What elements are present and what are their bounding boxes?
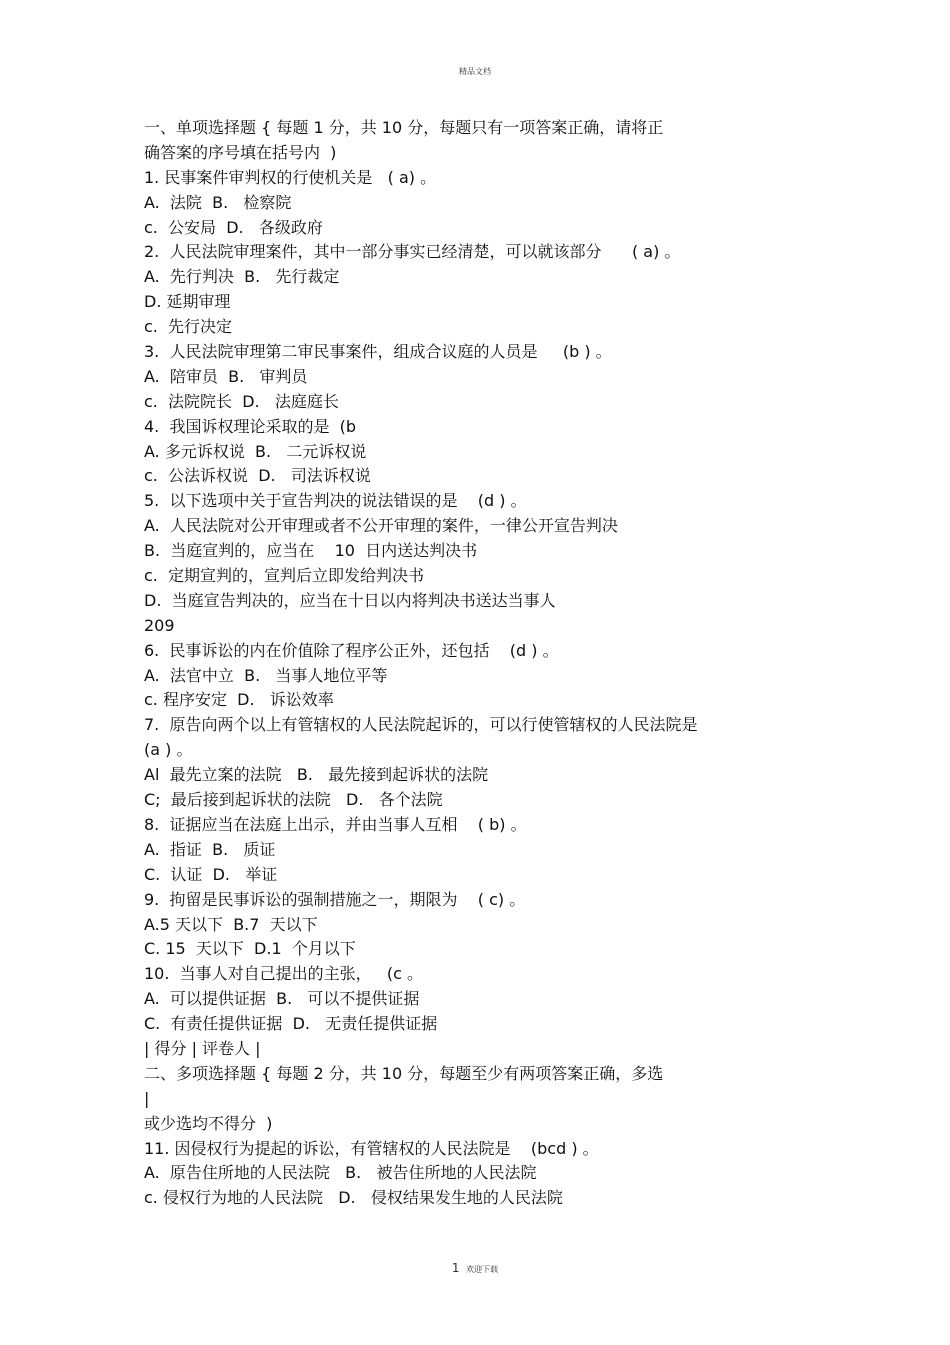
text-line: c. 侵权行为地的人民法院 D. 侵权结果发生地的人民法院: [144, 1188, 563, 1208]
footer-text: 欢迎下载: [466, 1265, 499, 1274]
page-footer: [0, 1261, 950, 1275]
page-number: 1: [451, 1261, 460, 1275]
text-line: 209: [144, 615, 175, 635]
text-line: 1. 民事案件审判权的行使机关是 ( a) 。: [144, 167, 437, 187]
text-line: A. 多元诉权说 B. 二元诉权说: [144, 441, 367, 461]
text-line: c. 程序安定 D. 诉讼效率: [144, 690, 334, 710]
text-line: c. 公安局 D. 各级政府: [144, 217, 323, 237]
text-line: A. 先行判决 B. 先行裁定: [144, 267, 340, 287]
text-line: 7. 原告向两个以上有管辖权的人民法院起诉的，可以行使管辖权的人民法院是: [144, 715, 698, 735]
document-body: [144, 116, 784, 1211]
text-line: 6. 民事诉讼的内在价值除了程序公正外，还包括 (d ) 。: [144, 640, 559, 660]
text-line: 4. 我国诉权理论采取的是 (b: [144, 416, 357, 436]
text-line: D. 延期审理: [144, 292, 231, 312]
text-line: B. 当庭宣判的，应当在 10 日内送达判决书: [144, 541, 478, 561]
text-line: A. 法官中立 B. 当事人地位平等: [144, 665, 388, 685]
text-line: 二、多项选择题 { 每题 2 分，共 10 分，每题至少有两项答案正确，多选: [144, 1063, 664, 1083]
text-line: C. 认证 D. 举证: [144, 864, 278, 884]
text-line: c. 先行决定: [144, 317, 233, 337]
text-line: A. 指证 B. 质证: [144, 839, 276, 859]
text-line: 5. 以下选项中关于宣告判决的说法错误的是 (d ) 。: [144, 491, 527, 511]
text-line: C. 15 天以下 D.1 个月以下: [144, 939, 356, 959]
text-line: A. 可以提供证据 B. 可以不提供证据: [144, 989, 420, 1009]
text-line: A.5 天以下 B.7 天以下: [144, 914, 318, 934]
text-line: 3. 人民法院审理第二审民事案件，组成合议庭的人员是 (b ) 。: [144, 342, 612, 362]
text-line: A. 陪审员 B. 审判员: [144, 366, 308, 386]
text-line: (a ) 。: [144, 740, 193, 760]
text-line: 2. 人民法院审理案件，其中一部分事实已经清楚，可以就该部分 ( a) 。: [144, 242, 681, 262]
text-line: Al 最先立案的法院 B. 最先接到起诉状的法院: [144, 765, 489, 785]
text-line: |: [144, 1088, 150, 1108]
text-line: A. 法院 B. 检察院: [144, 192, 292, 212]
text-line: 9. 拘留是民事诉讼的强制措施之一，期限为 ( c) 。: [144, 889, 526, 909]
text-line: 8. 证据应当在法庭上出示，并由当事人互相 ( b) 。: [144, 814, 527, 834]
text-line: 11. 因侵权行为提起的诉讼，有管辖权的人民法院是 (bcd ) 。: [144, 1138, 599, 1158]
text-line: c. 定期宣判的，宣判后立即发给判决书: [144, 566, 425, 586]
text-line: c. 法院院长 D. 法庭庭长: [144, 391, 339, 411]
page-header: 精品文档: [459, 67, 491, 76]
text-line: c. 公法诉权说 D. 司法诉权说: [144, 466, 371, 486]
text-line: | 得分 | 评卷人 |: [144, 1038, 261, 1058]
text-line: A. 原告住所地的人民法院 B. 被告住所地的人民法院: [144, 1163, 537, 1183]
text-line: 确答案的序号填在括号内 ): [144, 142, 337, 162]
text-line: 10. 当事人对自己提出的主张， (c 。: [144, 964, 424, 984]
text-line: D. 当庭宣告判决的，应当在十日以内将判决书送达当事人: [144, 590, 556, 610]
text-line: C. 有责任提供证据 D. 无责任提供证据: [144, 1014, 438, 1034]
text-line: A. 人民法院对公开审理或者不公开审理的案件，一律公开宣告判决: [144, 516, 618, 536]
text-line: 一、单项选择题 { 每题 1 分，共 10 分，每题只有一项答案正确，请将正: [144, 118, 664, 137]
text-line: 或少选均不得分 ): [144, 1113, 273, 1133]
text-line: C; 最后接到起诉状的法院 D. 各个法院: [144, 790, 443, 810]
